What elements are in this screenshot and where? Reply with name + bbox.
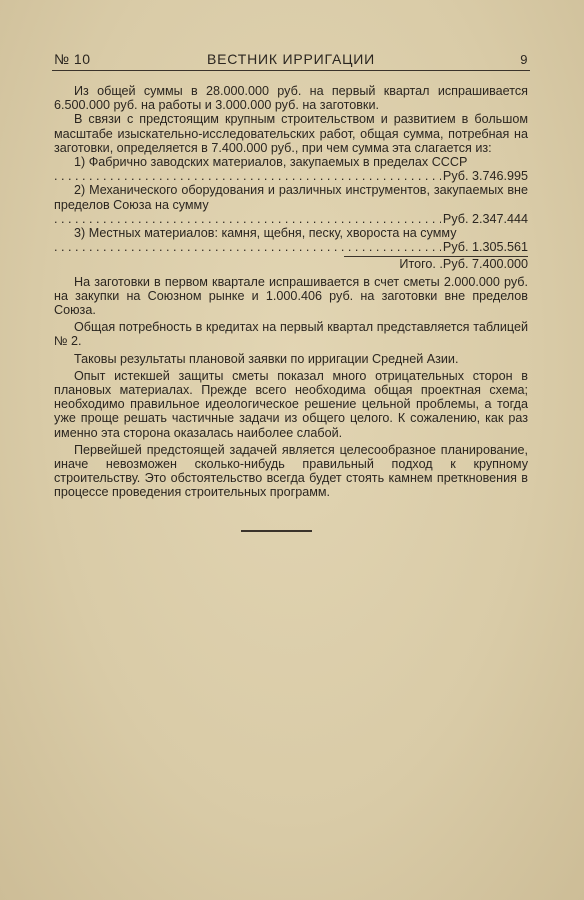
paragraph: Общая потребность в кредитах на первый квартал представляется таблицей № 2. — [54, 320, 528, 349]
issue-number: № 10 — [54, 51, 91, 67]
list-item-amount-row — [54, 240, 528, 254]
dot-leader — [54, 169, 441, 183]
list-item-amount: Руб. 2.347.444 — [442, 211, 528, 226]
list-item-amount-row — [54, 212, 528, 226]
budget-list — [54, 155, 528, 272]
paragraph: В связи с предстоящим крупным строительством и развитием в большом масштабе изыскательно-исследовательских работ, общая сумма, потребная на заготовки, определяется в 7.400.000 руб., при чем сумма эта слагается из: — [54, 112, 528, 155]
paragraph: На заготовки в первом квартале испрашивается в счет сметы 2.000.000 руб. на закупки на Союзном рынке и 1.000.406 руб. на заготовки вне пределов Союза. — [54, 274, 528, 318]
list-item — [54, 226, 528, 240]
dot-leader — [54, 240, 441, 254]
section-divider — [241, 530, 312, 532]
page-number: 9 — [520, 52, 528, 67]
journal-title: ВЕСТНИК ИРРИГАЦИИ — [207, 51, 375, 67]
list-item — [54, 183, 528, 211]
list-item-text: 3) Местных материалов: камня, щебня, песку, хвороста на сумму — [74, 226, 457, 241]
paragraph: Первейшей предстоящей задачей является целесообразное планирование, иначе невозможен сколько-нибудь правильный подход к крупному строительству. Это обстоятельство всегда будет стоять камнем преткновения в процессе проведения строительных программ. — [54, 442, 528, 500]
dot-leader — [54, 212, 441, 226]
list-item — [54, 155, 528, 169]
list-item-amount: Руб. 3.746.995 — [442, 169, 528, 184]
paragraph: Опыт истекшей защиты сметы показал много отрицательных сторон в плановых материалах. Прежде всего необходима общая проектная схема; необходимо правильное идеологическое решение цельной проблемы, а тогда уже проще решать частичные задачи из общего целого. К сожалению, как раз именно эта сторона оказалась наиболее слабой. — [54, 368, 528, 440]
running-header — [52, 48, 530, 71]
paragraph: Из общей суммы в 28.000.000 руб. на первый квартал испрашивается 6.500.000 руб. на работы и 3.000.000 руб. на заготовки. — [54, 84, 528, 113]
list-item-amount: Руб. 1.305.561 — [442, 240, 528, 255]
list-item-text: 1) Фабрично заводских материалов, закупаемых в пределах СССР — [74, 155, 468, 170]
list-item-amount-row — [54, 169, 528, 183]
paragraph: Таковы результаты плановой заявки по ирригации Средней Азии. — [74, 351, 459, 366]
article-body — [54, 84, 528, 500]
list-item-text: 2) Механического оборудования и различных инструментов, закупаемых вне пределов Союза на сумму — [54, 183, 528, 212]
budget-total: Итого. .Руб. 7.400.000 — [344, 256, 528, 271]
